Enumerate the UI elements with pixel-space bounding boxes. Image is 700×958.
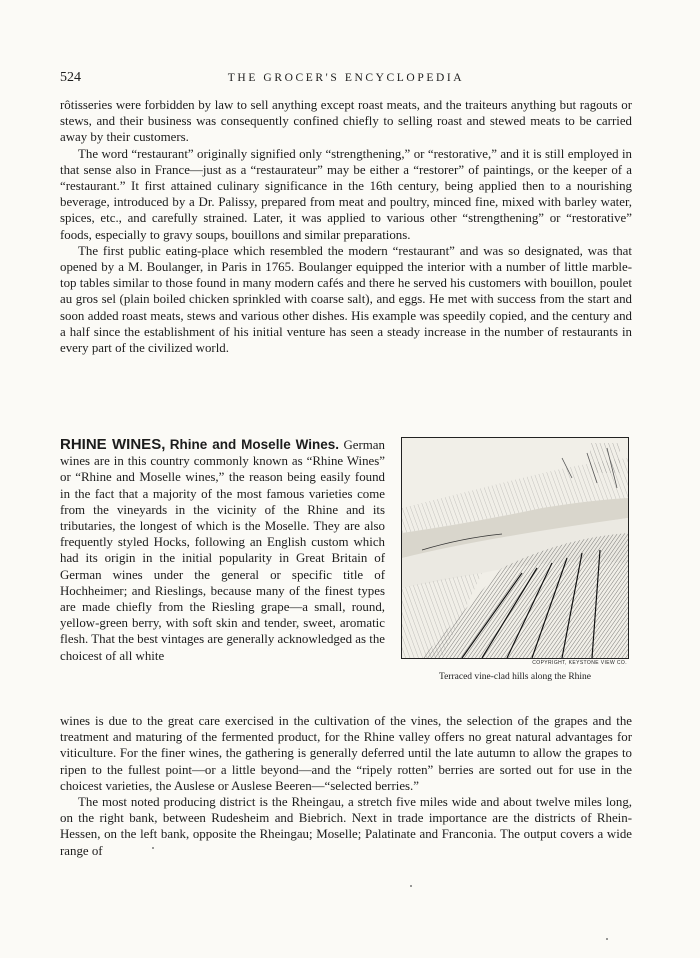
paragraph: The word “restaurant” originally signified only “strengthening,” or “restorative,” and it is still employed in that sense also in France—just as a “restaurateur” may be either a “restorer” of paintings, or the keeper of a “restaurant.” It first attained culinary significance in the 16th century, being applied then to a nourishing beverage, introduced by a Dr. Palissy, prepared from meat and poultry, minced fine, mixed with barley water, spices, etc., and carefully strained. Later, it was applied to various other “strengthening” or “restorative” foods, especially to gravy soups, bouillons and similar preparations. xyxy=(60,146,632,242)
page-number: 524 xyxy=(60,70,81,85)
image-credit: COPYRIGHT, KEYSTONE VIEW CO. xyxy=(532,660,627,666)
engraving-image xyxy=(402,438,628,658)
entry-subhead: Rhine and Moselle Wines. xyxy=(169,437,340,452)
speck xyxy=(606,938,608,940)
paragraph: The first public eating-place which resembled the modern “restaurant” and was so designated, was that opened by a M. Boulanger, in Paris in 1765. Boulanger equipped the interior with a number of little marble-top tables similar to those found in many modern cafés and there he served his customers with bouillon, poulet au gros sel (plain boiled chicken sprinkled with coarse salt), and eggs. He met with success from the start and soon added roast meats, stews and various other dishes. His example was speedily copied, and the century and a half since the establishment of his initial venture has seen a steady increase in the number of restaurants in every part of the civilized world. xyxy=(60,243,632,356)
figure xyxy=(397,437,633,697)
page-header xyxy=(60,70,632,88)
speck xyxy=(410,885,412,887)
vineyard-illustration xyxy=(401,437,629,659)
paragraph: rôtisseries were forbidden by law to sell anything except roast meats, and the traiteurs anything but ragouts or stews, and their business was consequently confined chiefly to selling roast and stewed meats to be carried away by their customers. xyxy=(60,98,632,145)
figure-caption: Terraced vine-clad hills along the Rhine xyxy=(438,672,592,682)
paragraph: The most noted producing district is the Rheingau, a stretch five miles wide and about twelve miles long, on the right bank, between Rudesheim and Biebrich. Next in trade importance are the districts of Rhein-Hessen, on the left bank, opposite the Rheingau; Moselle; Palatinate and Franconia. The output covers a wide range of xyxy=(60,795,632,858)
speck xyxy=(152,847,154,849)
rhine-wines-continued xyxy=(60,713,632,859)
restaurant-entry-continuation xyxy=(60,97,632,356)
running-title: THE GROCER'S ENCYCLOPEDIA xyxy=(227,72,465,84)
entry-headword: RHINE WINES, xyxy=(60,436,166,453)
entry-wrap-text: German wines are in this country commonly known as “Rhine Wines” or “Rhine and Moselle wines,” the reason being easily found in the fact that a majority of the most famous varieties come from the vineyards in the vicinity of the Rhine and its tributaries, the longest of which is the Moselle. They are also frequently styled Hocks, following an English custom which had its origin in the initial popularity in Great Britain of German wines under the general or specific title of Hochheimer; and Rieslings, because many of the finest types are made chiefly from the Riesling grape—a small, round, yellow-green berry, with soft skin and tender, sweet, aromatic flesh. That the best vintages are generally acknowledged as the choicest of all white xyxy=(60,438,385,663)
paragraph: wines is due to the great care exercised in the cultivation of the vines, the selection of the grapes and the treatment and maturing of the fermented product, for the Rhine valley offers no great natural advantages for viticulture. For the finer wines, the gathering is generally deferred until the late autumn to allow the grapes to ripen to the fullest point—or a little beyond—and the “ripely rotten” berries are sorted out for use in the choicest varieties, the Auslese or Auslese Beeren—“selected berries.” xyxy=(60,714,632,793)
entry-first-paragraph xyxy=(60,437,385,664)
rhine-wines-entry xyxy=(60,437,385,664)
